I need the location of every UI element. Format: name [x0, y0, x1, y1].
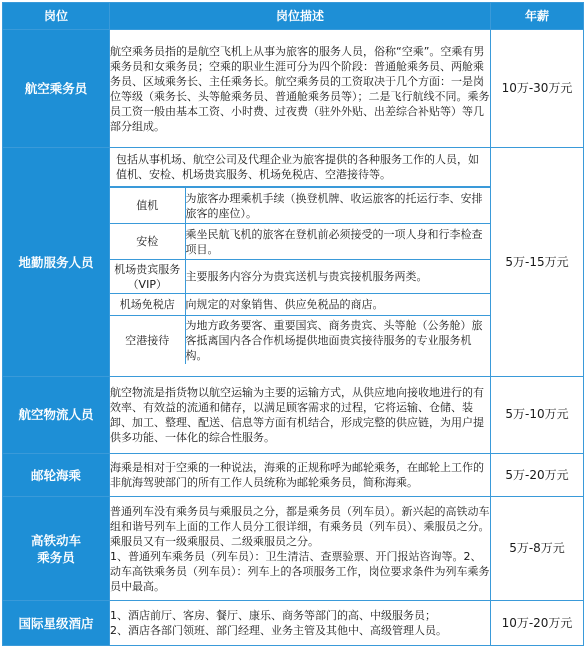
position-description [110, 148, 491, 376]
description-line: 1、普通列车乘务员（列车员）：卫生清洁、查票验票、开门报站咨询等。2、动车高铁乘务员（列车员）：列车上的各项服务工作，岗位要求条件为列车乘务员中最高。 [110, 549, 490, 593]
position-name: 国际星级酒店 [3, 601, 110, 646]
header-position: 岗位 [3, 3, 110, 30]
position-salary: 10万-30万元 [491, 30, 584, 148]
sub-position-name: 安检 [110, 224, 185, 260]
job-table [2, 2, 584, 646]
table-row [3, 601, 584, 646]
sub-position-description: 向规定的对象销售、供应免税品的商店。 [185, 294, 490, 316]
description-line: 2、酒店各部门领班、部门经理、业务主管及其他中、高级管理人员。 [110, 624, 447, 638]
sub-row [110, 188, 490, 224]
position-name: 地勤服务人员 [3, 148, 110, 376]
sub-row [110, 224, 490, 260]
table-row [3, 454, 584, 497]
position-salary: 5万-20万元 [491, 454, 584, 497]
sub-position-name: 机场贵宾服务（VIP） [110, 260, 185, 294]
header-description: 岗位描述 [110, 3, 491, 30]
sub-position-name: 值机 [110, 188, 185, 224]
sub-position-table [110, 187, 490, 364]
position-name: 邮轮海乘 [3, 454, 110, 497]
position-description: 航空物流是指货物以航空运输为主要的运输方式，从供应地向接收地进行的有效率、有效益的流通和储存，以满足顾客需求的过程，它将运输、仓储、装卸、加工、整理、配送、信息等方面有机结合，形成完整的供应链，为用户提供多功能、一体化的综合性服务。 [110, 376, 491, 454]
sub-position-name: 机场免税店 [110, 294, 185, 316]
table-row [3, 376, 584, 454]
position-name: 高铁动车乘务员 [3, 497, 110, 601]
description-line: 普通列车没有乘务员与乘服员之分，都是乘务员（列车员）。新兴起的高铁动车组和谐号列车上面的工作人员分工很详细，有乘务员（列车员）、乘服员之分。乘服员又有一级乘服员、二级乘服员之分。 [110, 504, 490, 548]
position-name: 航空物流人员 [3, 376, 110, 454]
position-salary: 5万-15万元 [491, 148, 584, 376]
position-description [110, 601, 491, 646]
position-description: 海乘是相对于空乘的一种说法，海乘的正规称呼为邮轮乘务，在邮轮上工作的非航海驾驶部门的所有工作人员统称为邮轮乘务员，简称海乘。 [110, 454, 491, 497]
position-salary: 10万-20万元 [491, 601, 584, 646]
table-row [3, 497, 584, 601]
sub-position-description: 主要服务内容分为贵宾送机与贵宾接机服务两类。 [185, 260, 490, 294]
sub-position-description: 乘坐民航飞机的旅客在登机前必须接受的一项人身和行李检查项目。 [185, 224, 490, 260]
description-intro: 包括从事机场、航空公司及代理企业为旅客提供的各种服务工作的人员，如值机、安检、机场贵宾服务、机场免税店、空港接待等。 [110, 148, 490, 187]
position-name: 航空乘务员 [3, 30, 110, 148]
position-salary: 5万-10万元 [491, 376, 584, 454]
sub-row [110, 316, 490, 364]
position-description [110, 497, 491, 601]
sub-row [110, 260, 490, 294]
table-header-row [3, 3, 584, 30]
header-salary: 年薪 [491, 3, 584, 30]
sub-position-description: 为旅客办理乘机手续（换登机牌、收运旅客的托运行李、安排旅客的座位）。 [185, 188, 490, 224]
table-row [3, 148, 584, 376]
sub-position-description: 为地方政务要客、重要国宾、商务贵宾、头等舱（公务舱）旅客抵离国内各合作机场提供地面贵宾接待服务的专业服务机构。 [185, 316, 490, 364]
description-line: 1、酒店前厅、客房、餐厅、康乐、商务等部门的高、中级服务员； [110, 609, 436, 623]
table-row [3, 30, 584, 148]
position-salary: 5万-8万元 [491, 497, 584, 601]
position-description: 航空乘务员指的是航空飞机上从事为旅客的服务人员，俗称“空乘”。空乘有男乘务员和女乘务员；空乘的职业生涯可分为四个阶段：普通舱乘务员、两舱乘务员、区域乘务长、主任乘务长。航空乘务员的工资取决于几个方面：一是岗位等级（乘务长、头等舱乘务员、普通舱乘务员等）；二是飞行航线不同。乘务员工资一般由基本工资、小时费、过夜费（驻外外贴、出差综合补贴等）等几部分组成。 [110, 30, 491, 148]
sub-row [110, 294, 490, 316]
sub-position-name: 空港接待 [110, 316, 185, 364]
